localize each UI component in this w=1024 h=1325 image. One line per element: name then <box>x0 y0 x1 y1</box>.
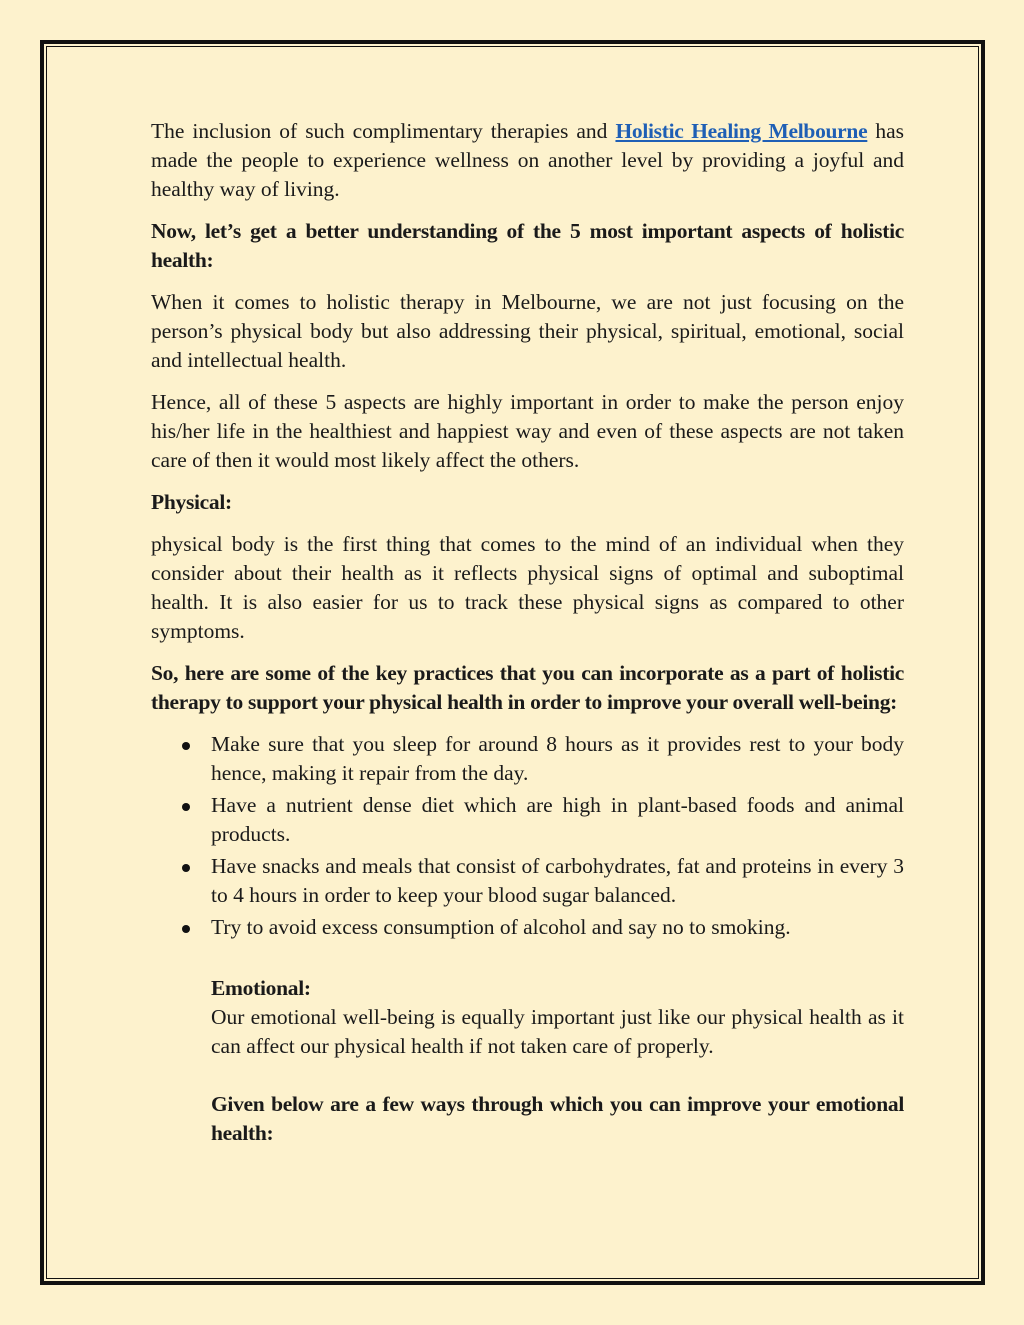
intro-paragraph <box>151 117 904 204</box>
holistic-healing-melbourne-link[interactable]: Holistic Healing Melbourne <box>615 119 868 143</box>
heading-physical: Physical: <box>151 490 232 514</box>
bullet-icon <box>182 803 190 811</box>
list-item-text: Have a nutrient dense diet which are high in plant-based foods and animal products. <box>211 793 904 846</box>
paragraph-physical: physical body is the first thing that comes to the mind of an individual when they consider about their health as it reflects physical signs of optimal and suboptimal health. It is also easier for us to track these physical signs as compared to other symptoms. <box>151 532 904 643</box>
intro-text-before-link: The inclusion of such complimentary therapies and <box>151 119 616 143</box>
intro-text-after-link: has made the people to experience wellness on another level by providing a joyful and healthy way of living. <box>151 119 904 201</box>
list-item-text: Make sure that you sleep for around 8 hours as it provides rest to your body hence, making it repair from the day. <box>211 732 904 785</box>
list-item <box>211 913 904 942</box>
document-body <box>151 117 904 1148</box>
list-item <box>211 852 904 910</box>
bullet-icon <box>182 742 190 750</box>
emotional-section <box>151 945 904 1148</box>
paragraph-hence: Hence, all of these 5 aspects are highly important in order to make the person enjoy his/her life in the healthiest and happiest way and even of these aspects are not taken care of then it would most likely affect the others. <box>151 390 904 472</box>
list-item <box>211 791 904 849</box>
bullet-icon <box>182 864 190 872</box>
paragraph-holistic-therapy: When it comes to holistic therapy in Melbourne, we are not just focusing on the person’s physical body but also addressing their physical, spiritual, emotional, social and intellectual health. <box>151 290 904 372</box>
paragraph-emotional: Our emotional well-being is equally important just like our physical health as it can affect our physical health if not taken care of properly. <box>211 1005 904 1058</box>
practices-list <box>151 730 904 942</box>
heading-emotional: Emotional: <box>211 976 311 1000</box>
bullet-icon <box>182 925 190 933</box>
list-item <box>211 730 904 788</box>
heading-emotional-ways: Given below are a few ways through which you can improve your emotional health: <box>211 1092 904 1145</box>
list-item-text: Have snacks and meals that consist of carbohydrates, fat and proteins in every 3 to 4 hours in order to keep your blood sugar balanced. <box>211 854 904 907</box>
heading-practices: So, here are some of the key practices that you can incorporate as a part of holistic therapy to support your physical health in order to improve your overall well-being: <box>151 661 904 714</box>
list-item-text: Try to avoid excess consumption of alcohol and say no to smoking. <box>211 915 791 939</box>
heading-aspects: Now, let’s get a better understanding of the 5 most important aspects of holistic health: <box>151 219 904 272</box>
